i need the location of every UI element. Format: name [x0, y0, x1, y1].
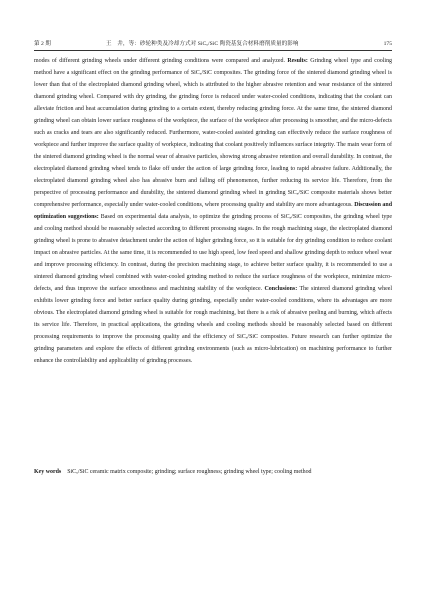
abstract-paragraph [34, 55, 392, 367]
conclusions-text: The sintered diamond grinding wheel exhibits lower grinding force and better surface quality during grinding, especially under water-cooled conditions, where its advantages are more obvious. The electroplated diamond grinding wheel is suitable for rough machining, but there is a risk of abrasive peeling and burning, which affects its service life. Therefore, in practical applications, the grinding wheels and cooling methods should be reasonably selected based on different processing requirements to improve the processing quality and the efficiency of SiCₓ/SiC composites. Future research can further optimize the grinding parameters and explore the effects of different grinding environments (such as micro-lubrication) on machining performance to further enhance the controllability and applicability of grinding processes. [34, 286, 392, 364]
abstract-intro: modes of different grinding wheels under different grinding conditions were compared and analyzed. [34, 58, 285, 64]
running-title: 王 井，等：砂轮种类及冷却方式对 SiCₓ/SiC 陶瓷基复合材料磨削质量的影响 [106, 41, 299, 47]
keywords-label: Key words [34, 469, 62, 475]
header-rule [34, 50, 392, 51]
keywords-text: SiCₓ/SiC ceramic matrix composite; grinding; surface roughness; grinding wheel type; cooling method [67, 469, 312, 475]
page-number: 175 [383, 41, 392, 47]
running-header [34, 38, 392, 50]
results-text: Grinding wheel type and cooling method have a significant effect on the grinding performance of SiCₓ/SiC composites. The grinding force of the sintered diamond grinding wheel is lower than that of the electroplated diamond grinding wheel, which is attributed to the higher abrasive retention and wear resistance of the sintered diamond grinding wheel. Compared with dry grinding, the grinding force is reduced under water-cooled conditions, indicating that the coolant can alleviate friction and heat accumulation during grinding to a certain extent, thereby reducing grinding force. At the same time, the sintered diamond grinding wheel can obtain lower surface roughness of the workpiece, the surface of the workpiece after processing is smoother, and the micro-defects such as cracks and tears are also significantly reduced. Furthermore, water-cooled assisted grinding can effectively reduce the surface roughness of workpiece and further improve the surface quality of workpiece, indicating that coolant positively influences surface integrity. The main wear form of the sintered diamond grinding wheel is the normal wear of abrasive particles, showing strong abrasive retention and overall durability. In contrast, the electroplated diamond grinding wheel tends to flake off under the action of large grinding force, leading to rapid abrasive failure. Additionally, the electroplated diamond grinding wheel also has abrasive burn and falling off phenomenon, further reducing its service life. Therefore, from the perspective of processing performance and durability, the sintered diamond grinding wheel in grinding SiCₓ/SiC composite materials shows better comprehensive performance, especially under water-cooled conditions, where processing quality and stability are more advantageous. [34, 58, 393, 208]
results-label: Results: [287, 58, 308, 64]
discussion-text: Based on experimental data analysis, to optimize the grinding process of SiCₓ/SiC composites, the grinding wheel type and cooling method should be reasonably selected according to different processing stages. In the rough machining stage, the electroplated diamond grinding wheel is prone to abrasive detachment under the action of higher grinding force, so it is suitable for dry grinding condition to reduce coolant impact on abrasive particles. At the same time, it is recommended to use high speed, low feed speed and shallow grinding depth to reduce wheel wear and improve processing efficiency. In contrast, during the precision machining stage, to achieve better surface quality, it is recommended to use a sintered diamond grinding wheel combined with water-cooled grinding method to reduce the surface roughness of the workpiece, minimize micro-defects, and thus improve the surface smoothness and machining stability of the workpiece. [34, 214, 392, 292]
discussion-label: Discussion and optimization suggestions: [34, 202, 392, 220]
issue-number: 第 2 期 [34, 41, 51, 47]
conclusions-label: Conclusions: [264, 286, 298, 292]
abstract-body [34, 55, 392, 367]
keywords-line [34, 466, 392, 478]
